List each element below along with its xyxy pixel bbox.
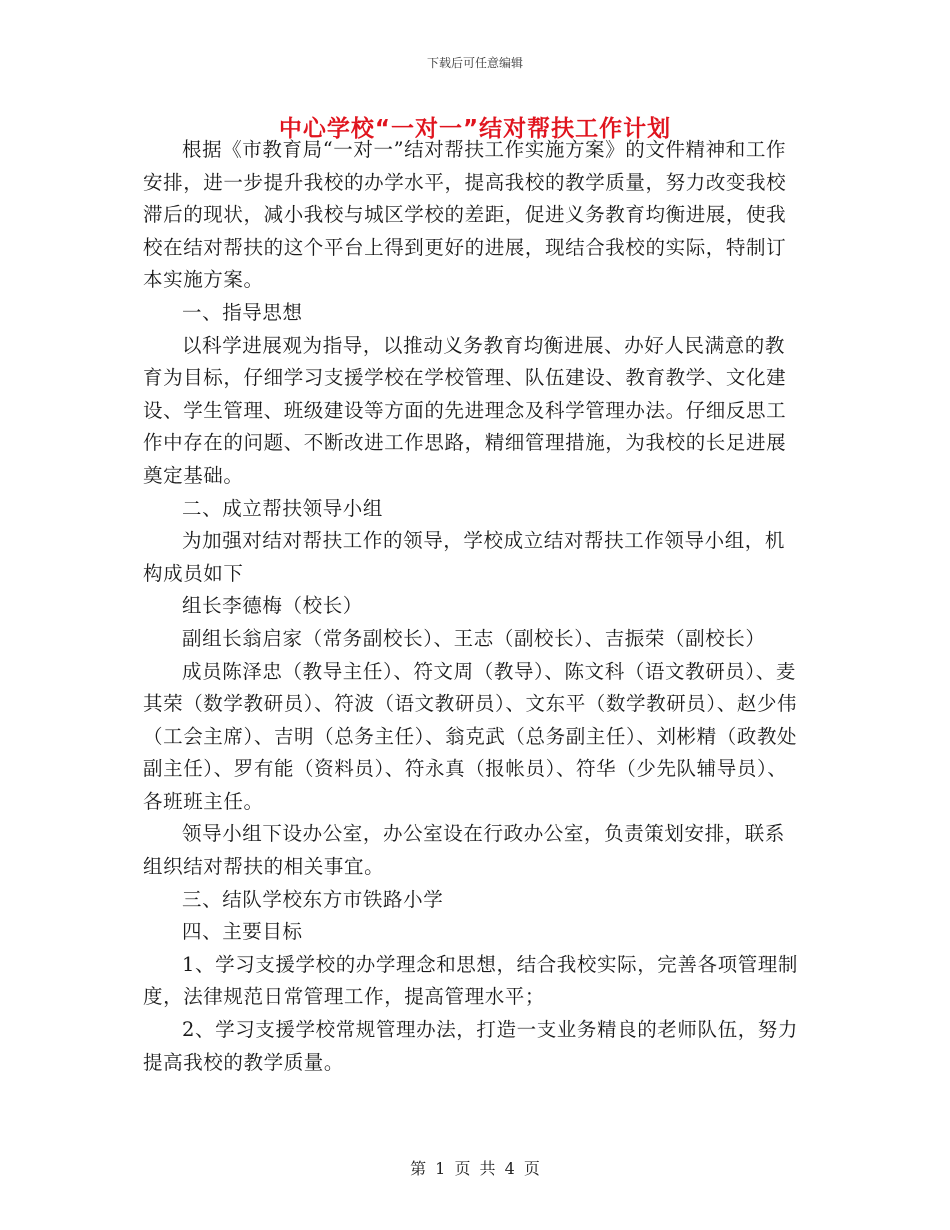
body-paragraph: 以科学进展观为指导，以推动义务教育均衡进展、办好人民满意的教育为目标，仔细学习支援学校在学校管理、队伍建设、教育教学、文化建设、学生管理、班级建设等方面的先进理念及科学管理办法。仔细反思工作中存在的问题、不断改进工作思路，精细管理措施，为我校的长足进展奠定基础。 <box>143 333 787 487</box>
body-paragraph: 为加强对结对帮扶工作的领导，学校成立结对帮扶工作领导小组，机构成员如下 <box>143 529 786 585</box>
intro-paragraph: 根据《市教育局“一对一”结对帮扶工作实施方案》的文件精神和工作安排，进一步提升我校的办学水平，提高我校的教学质量，努力改变我校滞后的现状，减小我校与城区学校的差距，促进义务教育均衡进展，使我校在结对帮扶的这个平台上得到更好的进展，现结合我校的实际，特制订本实施方案。 <box>143 138 787 292</box>
section-heading: 三、结队学校东方市铁路小学 <box>182 887 444 911</box>
document-title: 中心学校“一对一”结对帮扶工作计划 <box>278 116 672 142</box>
section-heading: 二、成立帮扶领导小组 <box>182 496 384 520</box>
section-heading: 四、主要目标 <box>182 920 303 944</box>
document-body <box>143 134 803 1079</box>
header-note: 下载后可任意编辑 <box>426 56 523 70</box>
body-paragraph: 副组长翁启家（常务副校长）、王志（副校长）、吉振荣（副校长） <box>182 626 766 650</box>
body-paragraph: 2、学习支援学校常规管理办法，打造一支业务精良的老师队伍，努力提高我校的教学质量。 <box>143 1018 799 1074</box>
body-paragraph: 成员陈泽忠（教导主任）、符文周（教导）、陈文科（语文教研员）、麦其荣（数学教研员）、符波（语文教研员）、文东平（数学教研员）、赵少伟（工会主席）、吉明（总务主任）、翁克武（总务副主任）、刘彬精（政教处副主任）、罗有能（资料员）、符永真（报帐员）、符华（少先队辅导员）、各班班主任。 <box>143 659 798 813</box>
body-paragraph: 组长李德梅（校长） <box>182 594 363 618</box>
section-heading: 一、指导思想 <box>182 300 303 324</box>
body-paragraph: 1、学习支援学校的办学理念和思想，结合我校实际，完善各项管理制度，法律规范日常管理工作，提高管理水平； <box>143 952 799 1009</box>
body-paragraph: 领导小组下设办公室，办公室设在行政办公室，负责策划安排，联系组织结对帮扶的相关事宜。 <box>143 822 786 879</box>
page-footer: 第 1 页 共 4 页 <box>410 1159 540 1178</box>
